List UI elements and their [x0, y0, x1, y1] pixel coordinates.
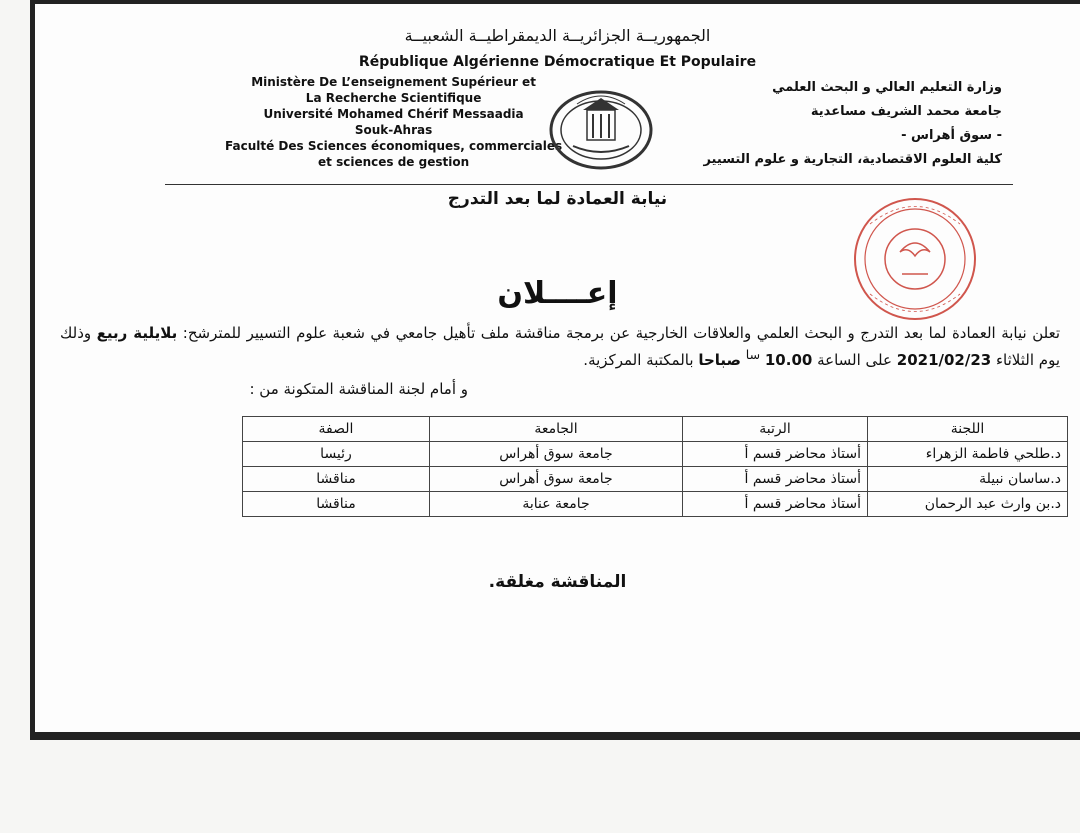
- morning-label: صباحا: [698, 351, 742, 369]
- ar-city: - سوق أهراس -: [901, 128, 1002, 143]
- header-french-block: [225, 74, 562, 170]
- defense-date: 2021/02/23: [896, 351, 992, 369]
- committee-intro: و أمام لجنة المناقشة المتكونة من :: [249, 380, 468, 398]
- member-rank: أستاذ محاضر قسم أ: [683, 467, 868, 492]
- fr-faculty-line1: Faculté Des Sciences économiques, commerciales: [225, 139, 563, 153]
- header-rank: الرتبة: [683, 417, 868, 442]
- republic-title-arabic: الجمهوريــة الجزائريــة الديمقراطيــة الشعبيــة: [404, 26, 711, 45]
- member-university: جامعة عنابة: [430, 492, 683, 517]
- defense-time: 10.00: [764, 351, 813, 369]
- ar-university: جامعة محمد الشريف مساعدية: [810, 104, 1002, 119]
- body-line2-a: التسيير للمترشح:: [182, 324, 291, 342]
- fr-ministry-line2: La Recherche Scientifique: [305, 91, 482, 105]
- republic-title-french: République Algérienne Démocratique Et Populaire: [358, 54, 757, 70]
- fr-faculty-line2: et sciences de gestion: [318, 155, 470, 169]
- member-name: د.طلحي فاطمة الزهراء: [868, 442, 1068, 467]
- header-role: الصفة: [243, 417, 430, 442]
- document-page: [30, 0, 1080, 740]
- member-rank: أستاذ محاضر قسم أ: [683, 492, 868, 517]
- announcement-title: إعــــلان: [497, 276, 618, 311]
- announcement-body: [60, 322, 1060, 371]
- member-rank: أستاذ محاضر قسم أ: [683, 442, 868, 467]
- body-line1: تعلن نيابة العمادة لما بعد التدرج و البحث العلمي والعلاقات الخارجية عن برمجة مناقشة ملف تأهيل جامعي في شعبة علوم: [296, 324, 1060, 342]
- fr-university: Université Mohamed Chérif Messaadia: [263, 107, 524, 121]
- table-row: [243, 467, 1068, 492]
- department-title: نيابة العمادة لما بعد التدرج: [447, 189, 668, 209]
- member-name: د.بن وارث عبد الرحمان: [868, 492, 1068, 517]
- member-name: د.ساسان نبيلة: [868, 467, 1068, 492]
- table-row: [243, 492, 1068, 517]
- member-university: جامعة سوق أهراس: [430, 442, 683, 467]
- table-row: [243, 442, 1068, 467]
- fr-ministry-line1: Ministère De L’enseignement Supérieur et: [251, 75, 536, 89]
- body-line2-b: وذلك يوم الثلاثاء: [60, 324, 1060, 369]
- header-arabic-block: [703, 76, 1002, 172]
- closing-note: المناقشة مغلقة.: [488, 572, 627, 592]
- member-role: رئيسا: [243, 442, 430, 467]
- body-line2-d: بالمكتبة المركزية.: [583, 351, 694, 369]
- header-divider: [165, 184, 1013, 185]
- ar-ministry: وزارة التعليم العالي و البحث العلمي: [772, 80, 1002, 95]
- member-role: مناقشا: [243, 467, 430, 492]
- table-header-row: [243, 417, 1068, 442]
- member-role: مناقشا: [243, 492, 430, 517]
- body-line2-c: على الساعة: [817, 351, 892, 369]
- fr-city: Souk-Ahras: [354, 123, 433, 137]
- member-university: جامعة سوق أهراس: [430, 467, 683, 492]
- candidate-name: بلايلية ربيع: [96, 324, 178, 342]
- committee-table: [242, 416, 1068, 517]
- header-university: الجامعة: [430, 417, 683, 442]
- header-committee: اللجنة: [868, 417, 1068, 442]
- ar-faculty: كلية العلوم الاقتصادية، التجارية و علوم التسيير: [703, 152, 1002, 167]
- university-logo-icon: [547, 84, 655, 172]
- time-unit: سا: [745, 347, 761, 362]
